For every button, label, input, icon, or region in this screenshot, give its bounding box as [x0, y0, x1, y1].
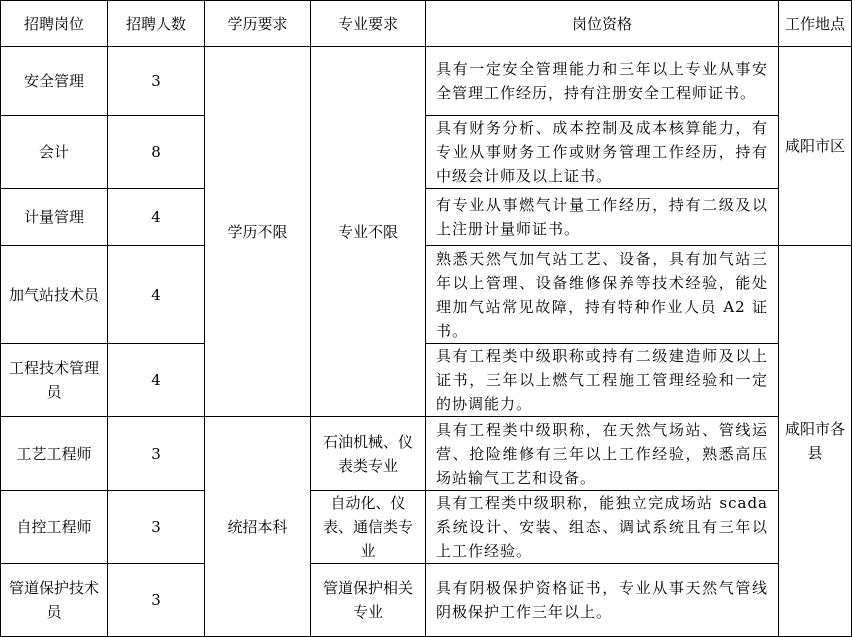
count-cell: 8 [108, 116, 205, 189]
position-cell: 工程技术管理员 [1, 344, 108, 417]
header-location: 工作地点 [779, 1, 852, 47]
header-count: 招聘人数 [108, 1, 205, 47]
header-major: 专业要求 [311, 1, 426, 47]
qualification-cell: 具有一定安全管理能力和三年以上专业从事安全管理工作经历，持有注册安全工程师证书。 [426, 47, 779, 116]
count-cell: 3 [108, 417, 205, 491]
qualification-cell: 具有财务分析、成本控制及成本核算能力，有专业从事财务工作或财务管理工作经历，持有中级会计师及以上证书。 [426, 116, 779, 189]
count-cell: 3 [108, 564, 205, 637]
major-cell: 自动化、仪表、通信类专业 [311, 491, 426, 564]
major-cell: 管道保护相关专业 [311, 564, 426, 637]
table-row [1, 47, 852, 116]
header-education: 学历要求 [205, 1, 311, 47]
qualification-cell: 具有阴极保护资格证书，专业从事天然气管线阴极保护工作三年以上。 [426, 564, 779, 637]
position-cell: 工艺工程师 [1, 417, 108, 491]
table-row [1, 344, 852, 417]
qualification-cell: 具有工程类中级职称，在天然气场站、管线运营、抢险维修有三年以上工作经验，熟悉高压场站输气工艺和设备。 [426, 417, 779, 491]
table-row [1, 189, 852, 246]
table-row [1, 564, 852, 637]
qualification-cell: 具有工程类中级职称或持有二级建造师及以上证书，三年以上燃气工程施工管理经验和一定的协调能力。 [426, 344, 779, 417]
header-row [1, 1, 852, 47]
major-cell: 石油机械、仪表类专业 [311, 417, 426, 491]
header-position: 招聘岗位 [1, 1, 108, 47]
position-cell: 管道保护技术员 [1, 564, 108, 637]
table-row [1, 246, 852, 344]
table-row [1, 491, 852, 564]
qualification-cell: 熟悉天然气加气站工艺、设备，具有加气站三年以上管理、设备维修保养等技术经验，能处理加气站常见故障，持有特种作业人员 A2 证书。 [426, 246, 779, 344]
header-qualification: 岗位资格 [426, 1, 779, 47]
count-cell: 4 [108, 344, 205, 417]
location-cell: 咸阳市区 [779, 47, 852, 246]
position-cell: 安全管理 [1, 47, 108, 116]
table-row [1, 116, 852, 189]
position-cell: 加气站技术员 [1, 246, 108, 344]
education-cell: 学历不限 [205, 47, 311, 417]
position-cell: 计量管理 [1, 189, 108, 246]
position-cell: 会计 [1, 116, 108, 189]
position-cell: 自控工程师 [1, 491, 108, 564]
location-cell: 咸阳市各县 [779, 246, 852, 637]
table-row [1, 417, 852, 491]
count-cell: 3 [108, 491, 205, 564]
major-cell: 专业不限 [311, 47, 426, 417]
count-cell: 4 [108, 189, 205, 246]
count-cell: 3 [108, 47, 205, 116]
qualification-cell: 具有工程类中级职称，能独立完成场站 scada 系统设计、安装、组态、调试系统且有三年以上工作经验。 [426, 491, 779, 564]
qualification-cell: 有专业从事燃气计量工作经历，持有二级及以上注册计量师证书。 [426, 189, 779, 246]
education-cell: 统招本科 [205, 417, 311, 637]
count-cell: 4 [108, 246, 205, 344]
